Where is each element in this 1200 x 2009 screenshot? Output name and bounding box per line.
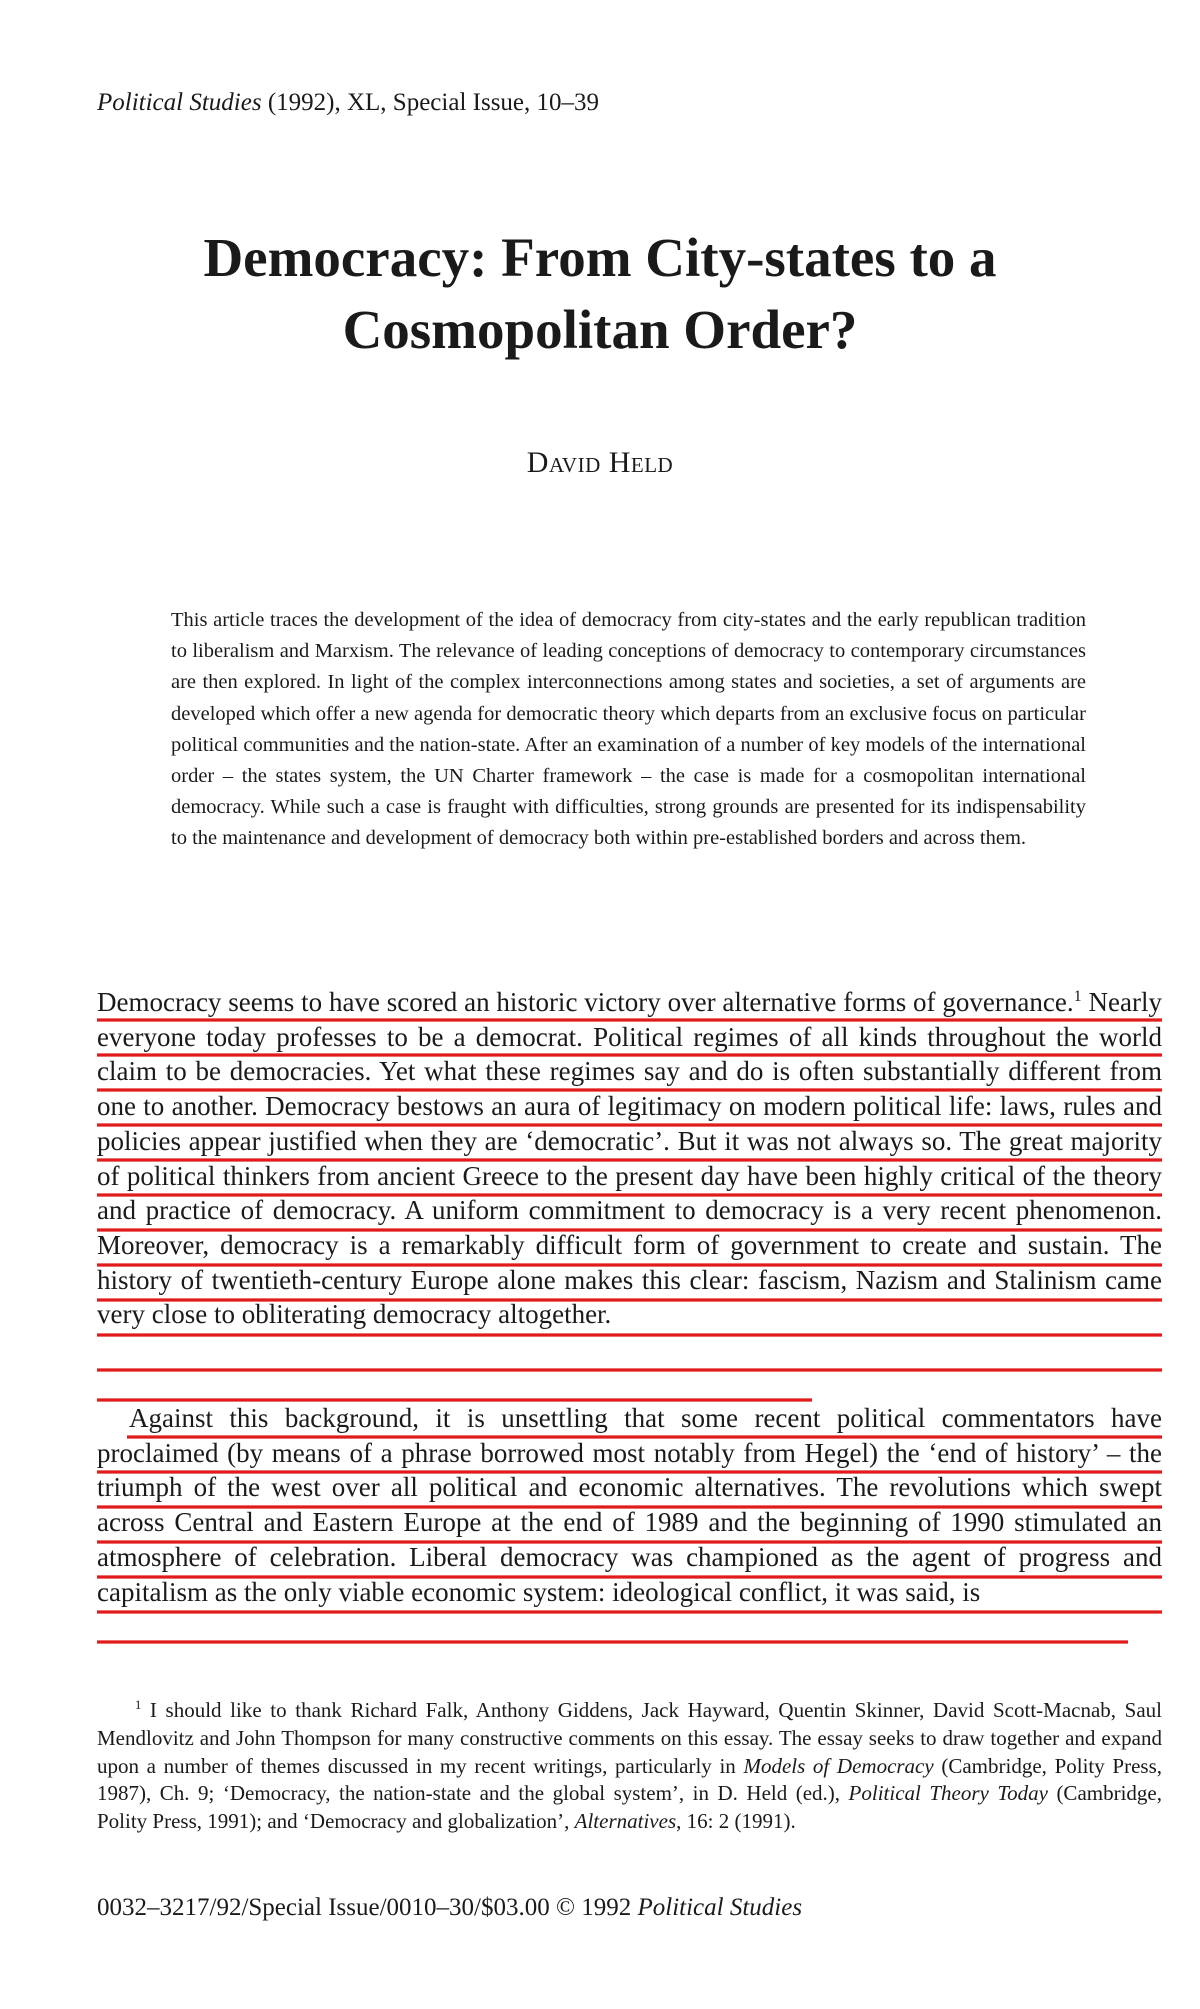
journal-name: Political Studies [97, 89, 262, 116]
footnote-1 [97, 1697, 1162, 1836]
footnote-marker: 1 [135, 1698, 142, 1712]
para1-opening: Democracy seems to have scored an historic victory over alternative forms of governance. [97, 987, 1074, 1017]
cited-work: Models of Democracy [743, 1753, 934, 1778]
issue-details: (1992), XL, Special Issue, 10–39 [261, 89, 600, 116]
footnote-text: , 16: 2 (1991). [676, 1809, 796, 1834]
copyright-line [97, 1893, 802, 1923]
para1-rest: Nearly everyone today professes to be a democrat. Political regimes of all kinds throughout the world claim to be democracies. Yet what these regimes say and do is often substantially different from one to another. Democracy bestows an aura of legitimacy on modern political life: laws, rules and policies appear justified when they are ‘democratic’. But it was not always so. The great majority of political thinkers from ancient Greece to the present day have been highly critical of the theory and practice of democracy. A uniform commitment to democracy is a very recent phenomenon. Moreover, democracy is a remarkably difficult form of government to create and sustain. The history of twentieth-century Europe alone makes this clear: fascism, Nazism and Stalinism came very close to obliterating democracy altogether. [97, 987, 1162, 1330]
footnote-text: (Cambridge, Polity Press, 1991); and ‘Democracy and globalization’, [97, 1781, 1162, 1834]
article-title: Democracy: From City-states to a Cosmopolitan Order? [203, 227, 997, 360]
cited-work: Alternatives [574, 1809, 677, 1834]
footnote-text: I should like to thank Richard Falk, Anthony Giddens, Jack Hayward, Quentin Skinner, David Scott-Macnab, Saul Mendlovitz and John Thompson for many constructive comments on this essay. The essay seeks to draw together and expand upon a number of themes discussed in my recent writings, particularly in [97, 1698, 1162, 1778]
copyright-journal: Political Studies [637, 1894, 803, 1921]
copyright-code: 0032–3217/92/Special Issue/0010–30/$03.00 © 1992 [97, 1894, 638, 1921]
abstract: This article traces the development of the idea of democracy from city-states and the early republican tradition to liberalism and Marxism. The relevance of leading conceptions of democracy to contemporary circumstances are then explored. In light of the complex interconnections among states and societies, a set of arguments are developed which offer a new agenda for democratic theory which departs from an exclusive focus on particular political communities and the nation-state. After an examination of a number of key models of the international order – the states system, the UN Charter framework – the case is made for a cosmopolitan international democracy. While such a case is fraught with difficulties, strong grounds are presented for its indispensability to the maintenance and development of democracy both within pre-established borders and across them. [171, 609, 1086, 850]
author-name: David Held [526, 446, 674, 479]
body-paragraph-2: Against this background, it is unsettling that some recent political commentators have proclaimed (by means of a phrase borrowed most notably from Hegel) the ‘end of history’ – the triumph of the west over all political and economic alternatives. The revolutions which swept across Central and Eastern Europe at the end of 1989 and the beginning of 1990 stimulated an atmosphere of celebration. Liberal democracy was championed as the agent of progress and capitalism as the only viable economic system: ideological conflict, it was said, is [97, 1403, 1162, 1607]
footnote-text: (Cambridge, Polity Press, 1987), Ch. 9; ‘Democracy, the nation-state and the global system’, in D. Held (ed.), [97, 1753, 1162, 1806]
cited-work: Political Theory Today [848, 1781, 1048, 1806]
footnote-reference: 1 [1073, 987, 1082, 1005]
running-head [97, 88, 599, 118]
body-paragraph-1 [97, 985, 1162, 1332]
